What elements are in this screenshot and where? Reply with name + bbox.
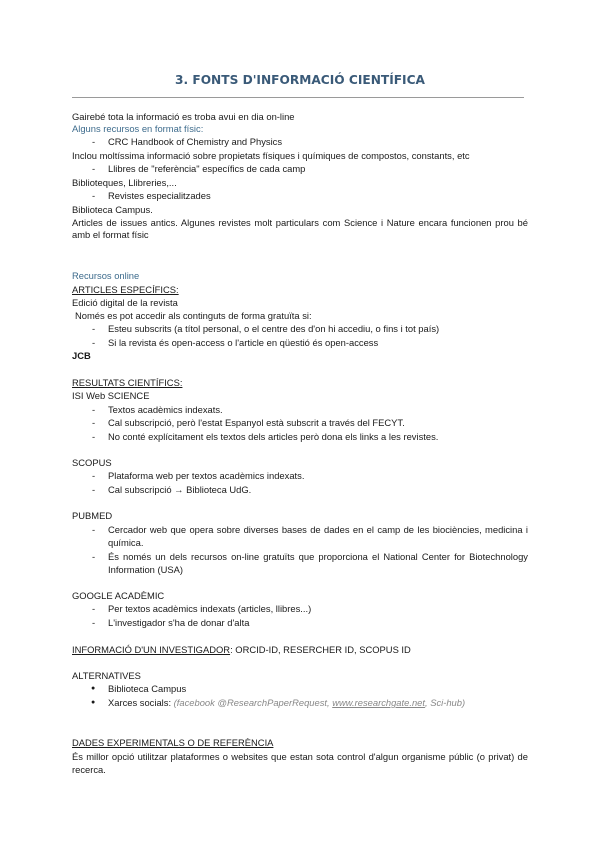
list-item-text: Esteu subscrits (a títol personal, o el centre des d'on hi accediu, o fins i tot país) <box>108 323 440 334</box>
bullet-item-text: Biblioteca Campus <box>108 683 187 694</box>
list-item: - L'investigador s'ha de donar d'alta <box>92 617 250 628</box>
list-item-text: Cercador web que opera sobre diverses bases de dades en el camp de les biociències, medicina i química. <box>108 524 528 548</box>
list-item-text: Textos acadèmics indexats. <box>108 404 223 415</box>
dades-heading: DADES EXPERIMENTALS O DE REFERÈNCIA <box>72 737 274 748</box>
list-item-text: Revistes especialitzades <box>108 190 211 201</box>
biblioteques-text: Biblioteques, Llibreries,... <box>72 177 177 188</box>
online-heading: Recursos online <box>72 270 140 281</box>
list-item-text: És només un dels recursos on-line gratuïts que proporciona el National Center for Biotechnology Information (USA) <box>108 551 528 575</box>
list-item: - Cercador web que opera sobre diverses bases de dades en el camp de les biociències, medicina i química. <box>92 524 528 548</box>
resultats-heading: RESULTATS CIENTÍFICS: <box>72 377 183 388</box>
researchgate-link[interactable]: www.researchgate.net <box>332 697 425 708</box>
list-item-text: L'investigador s'ha de donar d'alta <box>108 617 250 628</box>
info-investigador-ids: : ORCID-ID, RESERCHER ID, SCOPUS ID <box>230 644 411 655</box>
bullet-item-text: Xarces socials: <box>108 697 174 708</box>
list-item-text: Si la revista és open-access o l'article en qüestió és open-access <box>108 337 379 348</box>
scopus-heading: SCOPUS <box>72 457 112 468</box>
jcb-text: JCB <box>72 350 91 361</box>
list-item: - Llibres de "referència" específics de cada camp <box>92 163 306 174</box>
list-item: - Cal subscripció, però l'estat Espanyol està subscrit a través del FECYT. <box>92 417 405 428</box>
list-item-text: Cal subscripció → Biblioteca UdG. <box>108 484 252 495</box>
list-item-text: Cal subscripció, però l'estat Espanyol està subscrit a través del FECYT. <box>108 417 405 428</box>
articles-especifics-heading: ARTICLES ESPECÍFICS: <box>72 284 179 295</box>
list-item: - Si la revista és open-access o l'article en qüestió és open-access <box>92 337 379 348</box>
list-item: - És només un dels recursos on-line gratuïts que proporciona el National Center for Biotechnology Information (USA) <box>92 551 528 575</box>
list-item-text: Per textos acadèmics indexats (articles, llibres...) <box>108 603 312 614</box>
list-item-text: Plataforma web per textos acadèmics indexats. <box>108 470 305 481</box>
pubmed-heading: PUBMED <box>72 510 113 521</box>
list-item: - Plataforma web per textos acadèmics indexats. <box>92 470 305 481</box>
dades-text: És millor opció utilitzar plataformes o websites que estan sota control d'algun organisme públic (o privat) de recerca. <box>72 751 528 775</box>
info-investigador-line <box>72 644 411 656</box>
bullet-item: ● Xarces socials: (facebook @ResearchPaperRequest, www.researchgate.net, Sci-hub) <box>91 697 466 708</box>
list-item: - Cal subscripció → Biblioteca UdG. <box>92 484 252 495</box>
physical-heading: Alguns recursos en format físic: <box>72 123 204 134</box>
bullet-item: ● Biblioteca Campus <box>91 683 187 694</box>
articles-issues-text: Articles de issues antics. Algunes revistes molt particulars com Science i Nature encara funcionen prou bé amb el format físic <box>72 217 528 240</box>
google-heading: GOOGLE ACADÈMIC <box>72 590 165 601</box>
list-item: - Per textos acadèmics indexats (articles, llibres...) <box>92 603 312 614</box>
edicio-text: Edició digital de la revista <box>72 297 178 308</box>
list-item-text: Llibres de "referència" específics de cada camp <box>108 163 306 174</box>
crc-note: Inclou moltíssima informació sobre propietats físiques i químiques de compostos, constants, etc <box>72 150 470 161</box>
info-investigador-heading: INFORMACIÓ D'UN INVESTIGADOR <box>72 644 231 655</box>
title-divider <box>72 97 524 98</box>
social-list-text: , Sci-hub) <box>424 697 466 708</box>
list-item-text: CRC Handbook of Chemistry and Physics <box>108 136 283 147</box>
list-item: - Esteu subscrits (a títol personal, o el centre des d'on hi accediu, o fins i tot país) <box>92 323 440 334</box>
list-item: - No conté explícitament els textos dels articles però dona els links a les revistes. <box>92 431 439 442</box>
page-title: 3. FONTS D'INFORMACIÓ CIENTÍFICA <box>175 73 425 87</box>
social-list-text: (facebook @ResearchPaperRequest, <box>173 697 333 708</box>
list-item: - Textos acadèmics indexats. <box>92 404 223 415</box>
intro-text: Gairebé tota la informació es troba avui en dia on-line <box>72 111 295 122</box>
list-item: - CRC Handbook of Chemistry and Physics <box>92 136 283 147</box>
alternatives-heading: ALTERNATIVES <box>72 670 141 681</box>
nomes-text: Només es pot accedir als continguts de forma gratuïta si: <box>75 310 312 321</box>
biblioteca-campus-text: Biblioteca Campus. <box>72 204 153 215</box>
isi-heading: ISI Web SCIENCE <box>72 390 150 401</box>
list-item-text: No conté explícitament els textos dels articles però dona els links a les revistes. <box>108 431 439 442</box>
list-item: - Revistes especialitzades <box>92 190 211 201</box>
